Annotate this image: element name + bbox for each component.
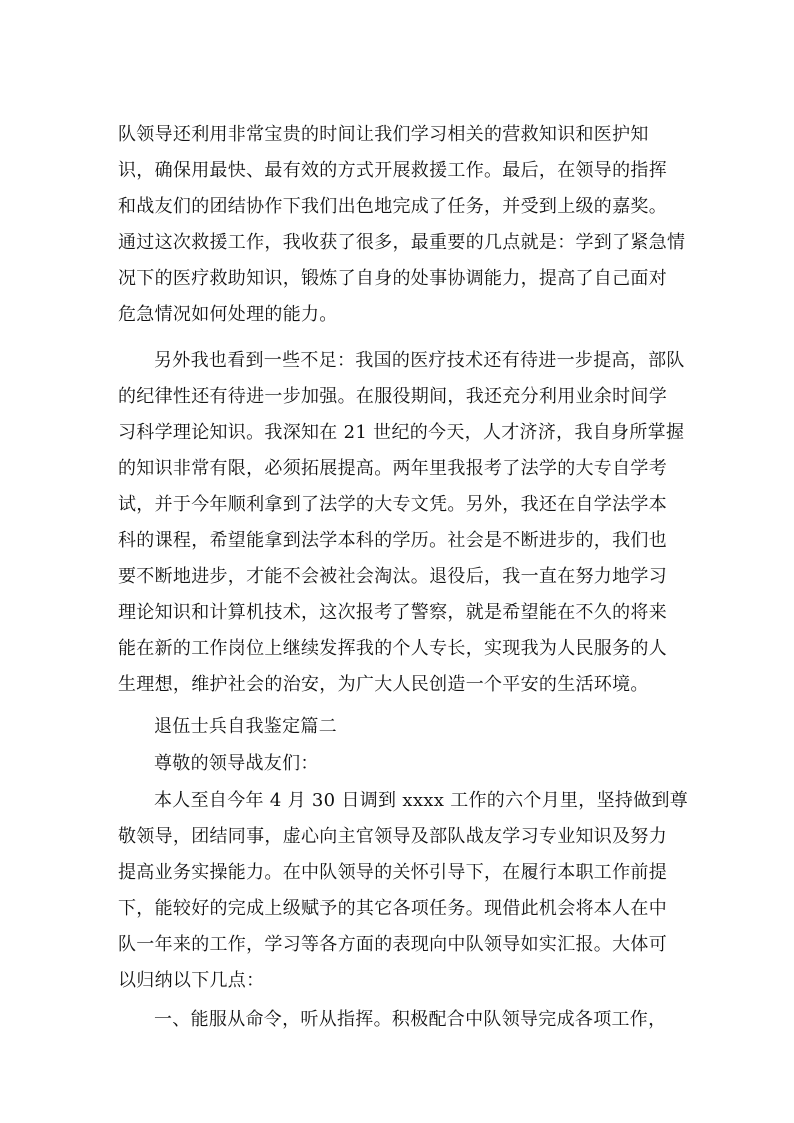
text-line: 理论知识和计算机技术，这次报考了警察，就是希望能在不久的将来 xyxy=(118,602,667,623)
text-line: 队一年来的工作，学习等各方面的表现向中队领导如实汇报。大体可 xyxy=(118,934,667,955)
text-line: 要不断地进步，才能不会被社会淘汰。退役后，我一直在努力地学习 xyxy=(118,566,667,587)
salutation: 尊敬的领导战友们： xyxy=(154,753,319,774)
text-line: 提高业务实操能力。在中队领导的关怀引导下，在履行本职工作前提 xyxy=(118,862,667,883)
text-line: 况下的医疗救助知识，锻炼了自身的处事协调能力，提高了自己面对 xyxy=(118,268,667,289)
text-line: 以归纳以下几点： xyxy=(118,970,265,991)
text-line: 通过这次救援工作，我收获了很多，最重要的几点就是：学到了紧急情 xyxy=(118,232,686,253)
text-line: 习科学理论知识。我深知在 21 世纪的今天，人才济济，我自身所掌握 xyxy=(118,422,685,443)
text-line: 下，能较好的完成上级赋予的其它各项任务。现借此机会将本人在中 xyxy=(118,898,667,919)
text-line: 的纪律性还有待进一步加强。在服役期间，我还充分利用业余时间学 xyxy=(118,386,667,407)
section-heading: 退伍士兵自我鉴定篇二 xyxy=(154,716,337,737)
text-line: 危急情况如何处理的能力。 xyxy=(118,304,338,325)
paragraph-first-line: 本人至自今年 4 月 30 日调到 xxxx 工作的六个月里，坚持做到尊 xyxy=(154,790,689,811)
text-line: 试，并于今年顺利拿到了法学的大专文凭。另外，我还在自学法学本 xyxy=(118,494,667,515)
text-line: 的知识非常有限，必须拓展提高。两年里我报考了法学的大专自学考 xyxy=(118,458,667,479)
text-line: 敬领导，团结同事，虚心向主官领导及部队战友学习专业知识及努力 xyxy=(118,826,667,847)
list-item: 一、能服从命令，听从指挥。积极配合中队领导完成各项工作， xyxy=(154,1009,667,1030)
text-line: 生理想，维护社会的治安，为广大人民创造一个平安的生活环境。 xyxy=(118,674,649,695)
text-line: 队领导还利用非常宝贵的时间让我们学习相关的营救知识和医护知 xyxy=(118,124,649,145)
paragraph-first-line: 另外我也看到一些不足：我国的医疗技术还有待进一步提高，部队 xyxy=(154,350,685,371)
text-line: 能在新的工作岗位上继续发挥我的个人专长，实现我为人民服务的人 xyxy=(118,638,667,659)
text-line: 识，确保用最快、最有效的方式开展救援工作。最后，在领导的指挥 xyxy=(118,160,667,181)
text-line: 和战友们的团结协作下我们出色地完成了任务，并受到上级的嘉奖。 xyxy=(118,196,667,217)
text-line: 科的课程，希望能拿到法学本科的学历。社会是不断进步的，我们也 xyxy=(118,530,667,551)
